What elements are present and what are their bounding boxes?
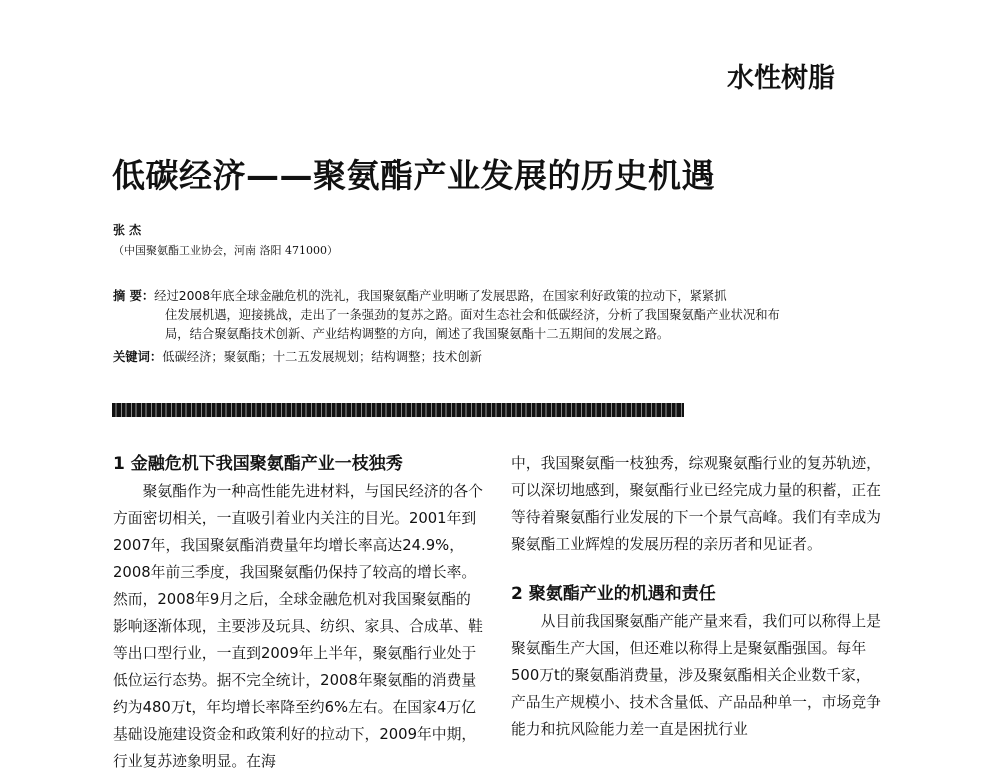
- keywords: [113, 347, 482, 365]
- right-paragraph-continued: 中，我国聚氨酯一枝独秀，综观聚氨酯行业的复苏轨迹，可以深切地感到，聚氨酯行业已经完成力量的积蓄，正在等待着聚氨酯行业发展的下一个景气高峰。我们有幸成为聚氨酯工业辉煌的发展历程的亲历者和见证者。: [511, 455, 881, 553]
- section1-paragraph: 聚氨酯作为一种高性能先进材料，与国民经济的各个方面密切相关，一直吸引着业内关注的目光。2001年到2007年，我国聚氨酯消费量年均增长率高达24.9%，2008年前三季度，我国聚氨酯仍保持了较高的增长率。然而，2008年9月之后，全球金融危机对我国聚氨酯的影响逐渐体现，主要涉及玩具、纺织、家具、合成革、鞋等出口型行业，一直到2009年上半年，聚氨酯行业处于低位运行态势。据不完全统计，2008年聚氨酯的消费量约为480万t，年均增长率降至约6%左右。在国家4万亿基础设施建设资金和政策利好的拉动下，2009年中期，行业复苏迹象明显。在海: [113, 483, 483, 770]
- section1-heading: 1 金融危机下我国聚氨酯产业一枝独秀: [113, 454, 403, 474]
- left-column: [113, 450, 485, 775]
- right-column: [511, 450, 883, 743]
- abstract-rest: 住发展机遇，迎接挑战，走出了一条强劲的复苏之路。面对生态社会和低碳经济，分析了我国聚氨酯产业状况和布局，结合聚氨酯技术创新、产业结构调整的方向，阐述了我国聚氨酯十二五期间的发展之路。: [165, 308, 780, 341]
- section2-heading: 2 聚氨酯产业的机遇和责任: [511, 584, 716, 604]
- keywords-text: 低碳经济；聚氨酯；十二五发展规划；结构调整；技术创新: [162, 350, 482, 364]
- keywords-label: 关键词：: [113, 350, 163, 364]
- author-affiliation: （中国聚氨酯工业协会，河南 洛阳 471000）: [113, 244, 338, 257]
- article-title: 低碳经济——聚氨酯产业发展的历史机遇: [112, 156, 715, 195]
- journal-section-tag: 水性树脂: [727, 63, 835, 94]
- author-name: 张 杰: [113, 223, 142, 237]
- section2-paragraph: 从目前我国聚氨酯产能产量来看，我们可以称得上是聚氨酯生产大国，但还难以称得上是聚氨酯强国。每年500万t的聚氨酯消费量，涉及聚氨酯相关企业数千家，产品生产规模小、技术含量低、产品品种单一，市场竞争能力和抗风险能力差一直是困扰行业: [511, 613, 881, 738]
- abstract: [113, 287, 803, 344]
- section-divider: [112, 403, 684, 417]
- abstract-first-line: 经过2008年底全球金融危机的洗礼，我国聚氨酯产业明晰了发展思路，在国家利好政策的拉动下，紧紧抓: [154, 289, 727, 303]
- abstract-label: 摘 要：: [113, 289, 155, 303]
